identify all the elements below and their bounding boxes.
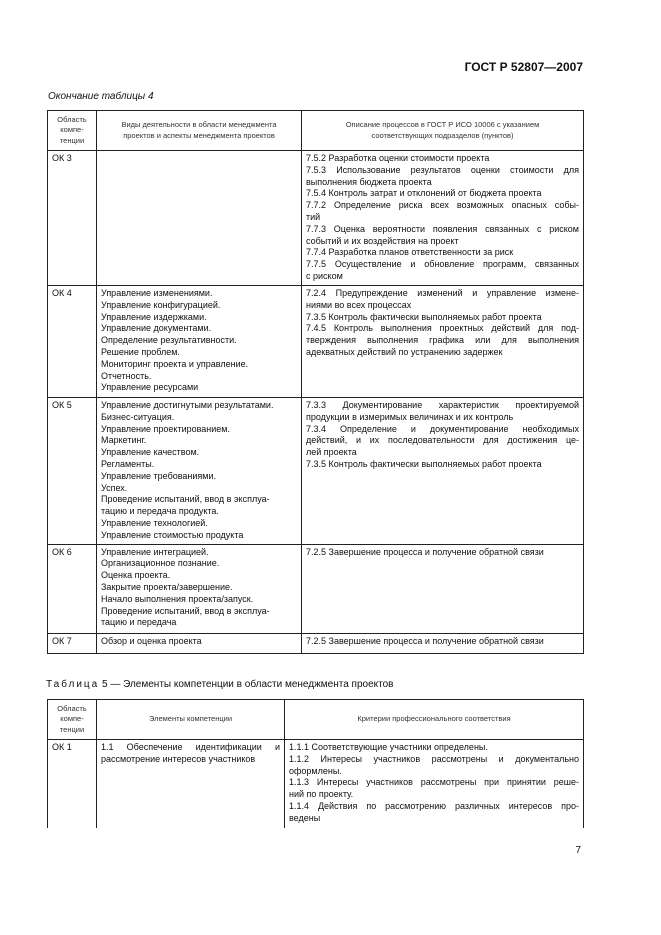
text-line: Управление конфигурацией.: [101, 299, 221, 310]
text-line: Управление интеграцией.: [101, 546, 209, 557]
text-line: Маркетинг.: [101, 435, 147, 446]
text-line: компе-: [60, 714, 84, 724]
text-line: Начало выполнения проекта/запуск.: [101, 593, 254, 604]
text-line: Обзор и оценка проекта: [101, 635, 202, 646]
text-line: ниями во всех процессах: [306, 299, 412, 310]
text-line: Управление достигнутыми результатами.: [101, 400, 274, 410]
text-line: Управление стоимостью продукта: [101, 529, 244, 540]
table-row: [48, 398, 584, 545]
text-line: Управление документами.: [101, 323, 212, 334]
text-line: 7.7.3 Оценка вероятности появления связанных с риском: [306, 223, 579, 234]
text-line: 7.3.5 Контроль фактически выполняемых работ проекта: [306, 458, 542, 469]
text-line: проектов и аспекты менеджмента проектов: [123, 130, 275, 140]
text-line: действий, и их последовательности для достижения це-: [306, 435, 579, 446]
text-line: ведены: [289, 812, 321, 823]
header-criteria: [285, 700, 584, 740]
text-line: Решение проблем.: [101, 346, 180, 357]
text-line: выполнения бюджета проекта: [306, 176, 432, 187]
elements-cell: [97, 740, 285, 828]
text-line: Виды деятельности в области менеджмента: [121, 120, 277, 129]
text-line: 7.5.3 Использование результатов оценки стоимости для: [306, 164, 579, 175]
text-line: 7.4.5 Контроль выполнения проектных действий для под-: [306, 323, 579, 334]
text-line: 7.7.4 Разработка планов ответственности за риск: [306, 247, 514, 258]
text-line: Проведение испытаний, ввод в эксплуа-: [101, 605, 270, 616]
text-line: оформлены.: [289, 765, 342, 776]
header-activities: [97, 111, 302, 151]
table-4-continuation-caption: Окончание таблицы 4: [48, 91, 154, 102]
text-line: Мониторинг проекта и управление.: [101, 358, 249, 369]
text-line: Оценка проекта.: [101, 570, 171, 581]
table-4-header-row: [48, 111, 584, 151]
table-5-caption-label: Таблица: [46, 679, 100, 690]
text-line: 1.1.1 Соответствующие участники определены.: [289, 742, 488, 752]
text-line: 1.1.2 Интересы участников рассмотрены и документально: [289, 753, 579, 764]
text-line: Управление технологией.: [101, 517, 208, 528]
text-line: ний по проекту.: [289, 789, 354, 800]
text-line: тверждения выполнения графика или для выполнения: [306, 335, 579, 346]
activities-cell: [97, 398, 302, 545]
text-line: 7.3.5 Контроль фактически выполняемых работ проекта: [306, 311, 542, 322]
text-line: Проведение испытаний, ввод в эксплуа-: [101, 494, 270, 505]
text-line: Описание процессов в ГОСТ Р ИСО 10006 с указанием: [345, 120, 540, 129]
text-line: 7.7.5 Осуществление и обновление программ, связанных: [306, 259, 579, 270]
text-line: 7.2.5 Завершение процесса и получение обратной связи: [306, 635, 544, 646]
text-line: Отчетность.: [101, 370, 152, 381]
text-line: тенции: [59, 724, 85, 734]
text-line: адекватных действий по устранению задержек: [306, 346, 503, 357]
text-line: тацию и передача: [101, 617, 177, 628]
table-4: [47, 110, 584, 654]
table-row: [48, 633, 584, 653]
processes-cell: [302, 544, 584, 633]
area-cell: ОК 5: [48, 398, 97, 545]
text-line: 7.5.2 Разработка оценки стоимости проекта: [306, 153, 490, 163]
activities-cell: [97, 544, 302, 633]
text-line: Управление ресурсами: [101, 382, 199, 393]
processes-cell: [302, 398, 584, 545]
text-line: Определение результативности.: [101, 335, 237, 346]
table-row: [48, 286, 584, 398]
text-line: тий: [306, 211, 321, 222]
text-line: 7.5.4 Контроль затрат и отклонений от бюджета проекта: [306, 188, 542, 199]
processes-cell: [302, 286, 584, 398]
text-line: Область: [57, 114, 87, 124]
text-line: 7.3.4 Определение и документирование необходимых: [306, 423, 579, 434]
text-line: 1.1 Обеспечение идентификации и: [101, 742, 280, 752]
text-line: Управление качеством.: [101, 447, 200, 458]
text-line: 7.3.3 Документирование характеристик проектируемой: [306, 400, 579, 410]
activities-cell: [97, 633, 302, 653]
table-5-caption: [46, 679, 393, 690]
area-cell: ОК 1: [48, 740, 97, 828]
table-5: [47, 699, 584, 828]
text-line: Область: [57, 703, 87, 713]
table-5-header-row: [48, 700, 584, 740]
processes-cell: [302, 633, 584, 653]
table-row: [48, 544, 584, 633]
text-line: продукции в измеримых величинах и их контроль: [306, 411, 514, 422]
header-elements: [97, 700, 285, 740]
text-line: 1.1.3 Интересы участников рассмотрены при принятии реше-: [289, 777, 579, 788]
text-line: компе-: [60, 125, 84, 135]
text-line: Бизнес-ситуация.: [101, 411, 175, 422]
document-code: ГОСТ Р 52807—2007: [464, 60, 583, 74]
criteria-cell: [285, 740, 584, 828]
area-cell: ОК 6: [48, 544, 97, 633]
table-5-caption-text: 5 — Элементы компетенции в области менеджмента проектов: [102, 679, 394, 690]
text-line: Управление проектированием.: [101, 423, 230, 434]
text-line: событий и их воздействия на проект: [306, 235, 459, 246]
area-cell: ОК 4: [48, 286, 97, 398]
text-line: рассмотрение интересов участников: [101, 753, 256, 764]
text-line: тенции: [59, 135, 85, 145]
text-line: Управление издержками.: [101, 311, 207, 322]
header-processes: [302, 111, 584, 151]
text-line: 7.7.2 Определение риска всех возможных опасных собы-: [306, 200, 579, 211]
text-line: лей проекта: [306, 447, 357, 458]
text-line: Успех.: [101, 482, 128, 493]
header-area: [48, 700, 97, 740]
activities-cell: [97, 151, 302, 286]
area-cell: ОК 3: [48, 151, 97, 286]
table-row: [48, 151, 584, 286]
text-line: соответствующих подразделов (пунктов): [371, 130, 514, 140]
activities-cell: [97, 286, 302, 398]
text-line: тацию и передача продукта.: [101, 506, 219, 517]
text-line: 7.2.4 Предупреждение изменений и управление измене-: [306, 288, 579, 298]
text-line: Управление требованиями.: [101, 470, 216, 481]
text-line: Организационное познание.: [101, 558, 220, 569]
text-line: Элементы компетенции: [148, 714, 233, 724]
table-row: [48, 740, 584, 828]
text-line: 1.1.4 Действия по рассмотрению различных интересов про-: [289, 800, 579, 811]
text-line: Регламенты.: [101, 458, 155, 469]
text-line: 7.2.5 Завершение процесса и получение обратной связи: [306, 546, 544, 557]
text-line: Критерии профессионального соответствия: [357, 714, 511, 724]
processes-cell: [302, 151, 584, 286]
text-line: Управление изменениями.: [101, 288, 213, 298]
page-number: 7: [575, 845, 581, 856]
header-area: [48, 111, 97, 151]
area-cell: ОК 7: [48, 633, 97, 653]
text-line: с риском: [306, 270, 343, 281]
text-line: Закрытие проекта/завершение.: [101, 581, 233, 592]
